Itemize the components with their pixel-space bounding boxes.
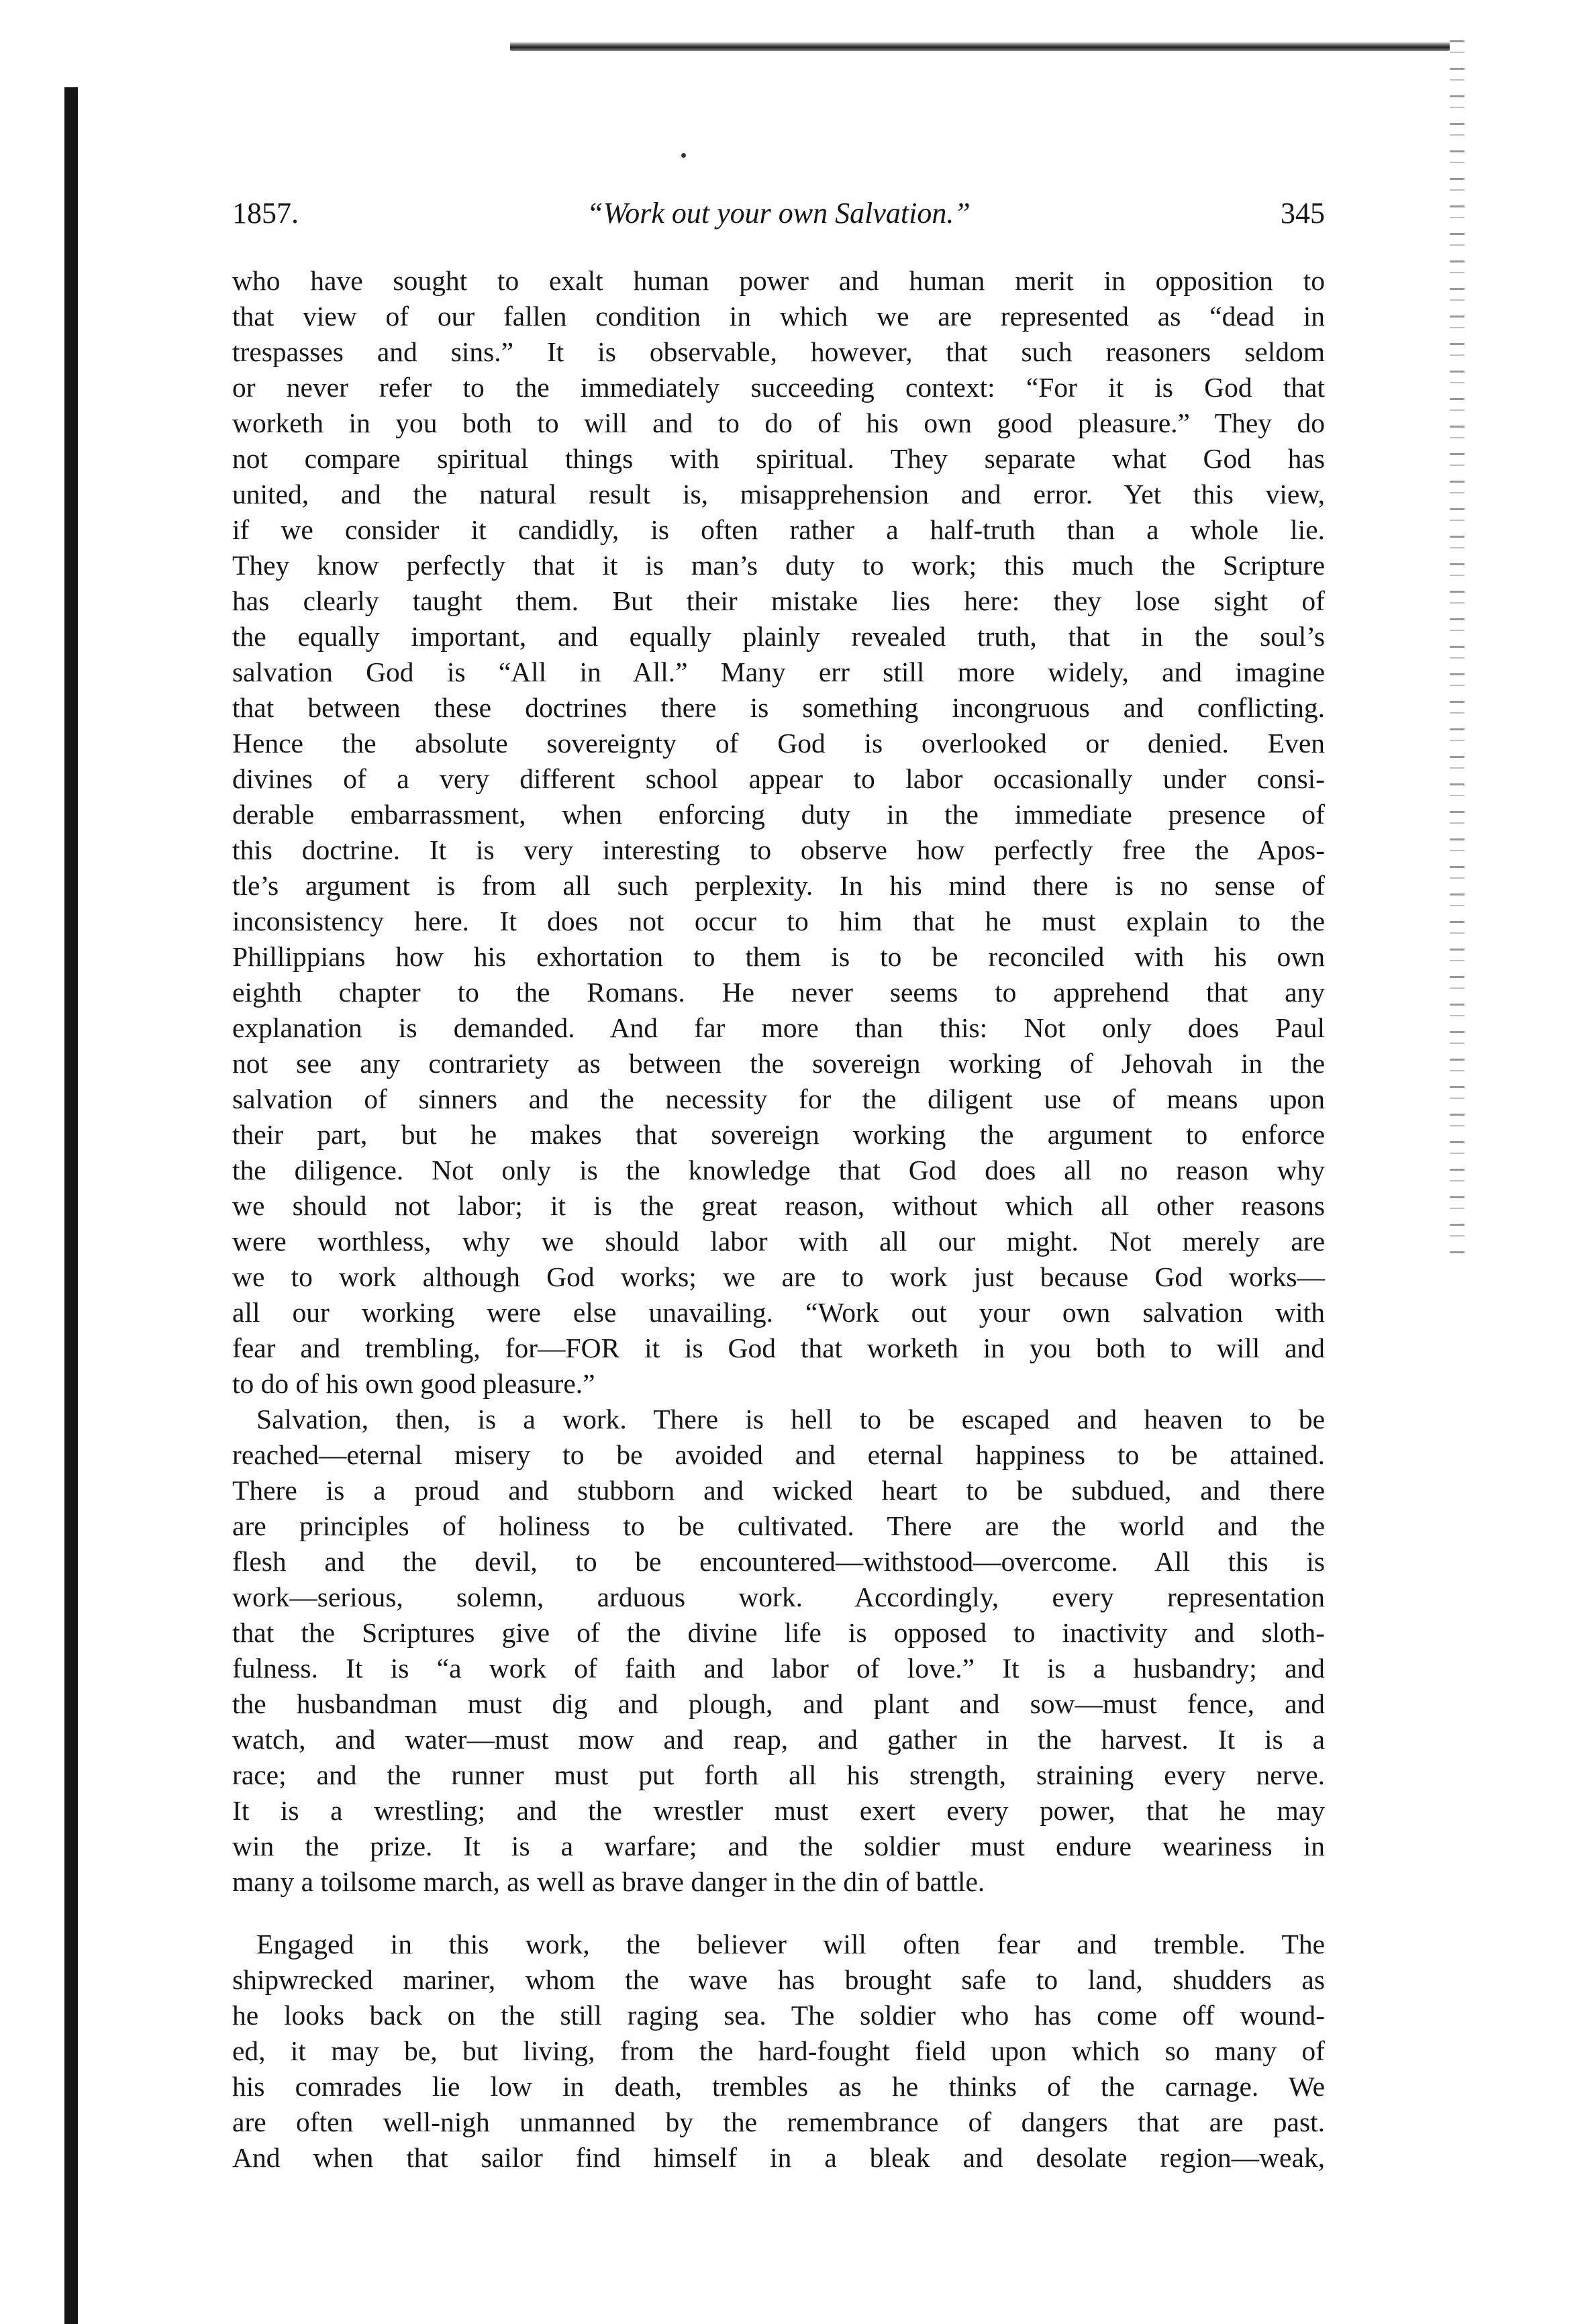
ink-speck [681,153,686,158]
text-line: watch, and water—must mow and reap, and gather in the harvest. It is a [232,1724,1325,1755]
text-line: that the Scriptures give of the divine life is opposed to inactivity and sloth- [232,1617,1325,1648]
text-line: trespasses and sins.” It is observable, however, that such reasoners seldom [232,336,1325,367]
text-line: that between these doctrines there is something incongruous and conflicting. [232,692,1325,723]
text-line: who have sought to exalt human power and human merit in opposition to [232,265,1325,296]
text-line: Salvation, then, is a work. There is hell to be escaped and heaven to be [256,1404,1325,1435]
text-line: his comrades lie low in death, trembles as he thinks of the carnage. We [232,2071,1325,2102]
text-line: salvation of sinners and the necessity for the diligent use of means upon [232,1083,1325,1114]
text-line: work—serious, solemn, arduous work. Accordingly, every representation [232,1582,1325,1612]
text-line: the equally important, and equally plainly revealed truth, that in the soul’s [232,621,1325,652]
text-line: tle’s argument is from all such perplexity. In his mind there is no sense of [232,870,1325,901]
text-line: Engaged in this work, the believer will often fear and tremble. The [256,1929,1325,1959]
text-line: derable embarrassment, when enforcing duty in the immediate presence of [232,799,1325,830]
text-line: inconsistency here. It does not occur to him that he must explain to the [232,906,1325,936]
text-line: It is a wrestling; and the wrestler must exert every power, that he may [232,1795,1325,1826]
scan-page-edge [1450,40,1464,1262]
text-line: to do of his own good pleasure.” [232,1368,595,1399]
text-line: has clearly taught them. But their mistake lies here: they lose sight of [232,585,1325,616]
paragraph-2 [232,1402,1325,1900]
text-line: divines of a very different school appear to labor occasionally under consi- [232,763,1325,794]
text-line: salvation God is “All in All.” Many err still more widely, and imagine [232,657,1325,687]
header-year: 1857. [232,197,299,230]
scan-binding-edge [64,87,78,2324]
paragraph-3 [232,1927,1325,2176]
running-title: “Work out your own Salvation.” [587,197,971,230]
text-line: or never refer to the immediately succeeding context: “For it is God that [232,372,1325,403]
text-line: flesh and the devil, to be encountered—withstood—overcome. All this is [232,1546,1325,1577]
text-line: Hence the absolute sovereignty of God is overlooked or denied. Even [232,728,1325,759]
text-line: this doctrine. It is very interesting to observe how perfectly free the Apos- [232,834,1325,865]
text-line: race; and the runner must put forth all his strength, straining every nerve. [232,1759,1325,1790]
text-line: They know perfectly that it is man’s duty to work; this much the Scripture [232,550,1325,581]
page-number: 345 [1281,197,1325,230]
text-line: are principles of holiness to be cultivated. There are the world and the [232,1510,1325,1541]
text-line: united, and the natural result is, misapprehension and error. Yet this view, [232,479,1325,510]
text-line: Phillippians how his exhortation to them is to be reconciled with his own [232,941,1325,972]
text-line: not see any contrariety as between the sovereign working of Jehovah in the [232,1048,1325,1079]
text-line: are often well-nigh unmanned by the remembrance of dangers that are past. [232,2107,1325,2137]
text-line: many a toilsome march, as well as brave danger in the din of battle. [232,1866,985,1897]
text-line: the husbandman must dig and plough, and plant and sow—must fence, and [232,1688,1325,1719]
text-line: that view of our fallen condition in which we are represented as “dead in [232,301,1325,332]
text-line: shipwrecked mariner, whom the wave has brought safe to land, shudders as [232,1964,1325,1995]
text-line: we should not labor; it is the great reason, without which all other reasons [232,1190,1325,1221]
running-header [232,196,1325,236]
text-line: their part, but he makes that sovereign working the argument to enforce [232,1119,1325,1150]
text-line: he looks back on the still raging sea. The soldier who has come off wound- [232,2000,1325,2031]
text-line: explanation is demanded. And far more than this: Not only does Paul [232,1012,1325,1043]
text-line: if we consider it candidly, is often rather a half-truth than a whole lie. [232,514,1325,545]
text-line: not compare spiritual things with spiritual. They separate what God has [232,443,1325,474]
text-line: eighth chapter to the Romans. He never seems to apprehend that any [232,977,1325,1008]
text-line: ed, it may be, but living, from the hard-fought field upon which so many of [232,2035,1325,2066]
text-line: reached—eternal misery to be avoided and eternal happiness to be attained. [232,1439,1325,1470]
paragraph-1 [232,263,1325,1402]
text-line: And when that sailor find himself in a bleak and desolate region—weak, [232,2142,1325,2173]
text-line: we to work although God works; we are to work just because God works— [232,1261,1325,1292]
text-line: worketh in you both to will and to do of his own good pleasure.” They do [232,407,1325,438]
text-line: There is a proud and stubborn and wicked heart to be subdued, and there [232,1475,1325,1506]
text-line: fear and trembling, for—FOR it is God that worketh in you both to will and [232,1333,1325,1363]
text-line: win the prize. It is a warfare; and the soldier must endure weariness in [232,1831,1325,1861]
header-rule [510,42,1450,51]
text-line: were worthless, why we should labor with all our might. Not merely are [232,1226,1325,1257]
text-line: fulness. It is “a work of faith and labor of love.” It is a husbandry; and [232,1653,1325,1684]
text-line: the diligence. Not only is the knowledge that God does all no reason why [232,1155,1325,1185]
page-body [232,263,1325,2176]
text-line: all our working were else unavailing. “Work out your own salvation with [232,1297,1325,1328]
paragraph-gap [232,1900,1325,1927]
